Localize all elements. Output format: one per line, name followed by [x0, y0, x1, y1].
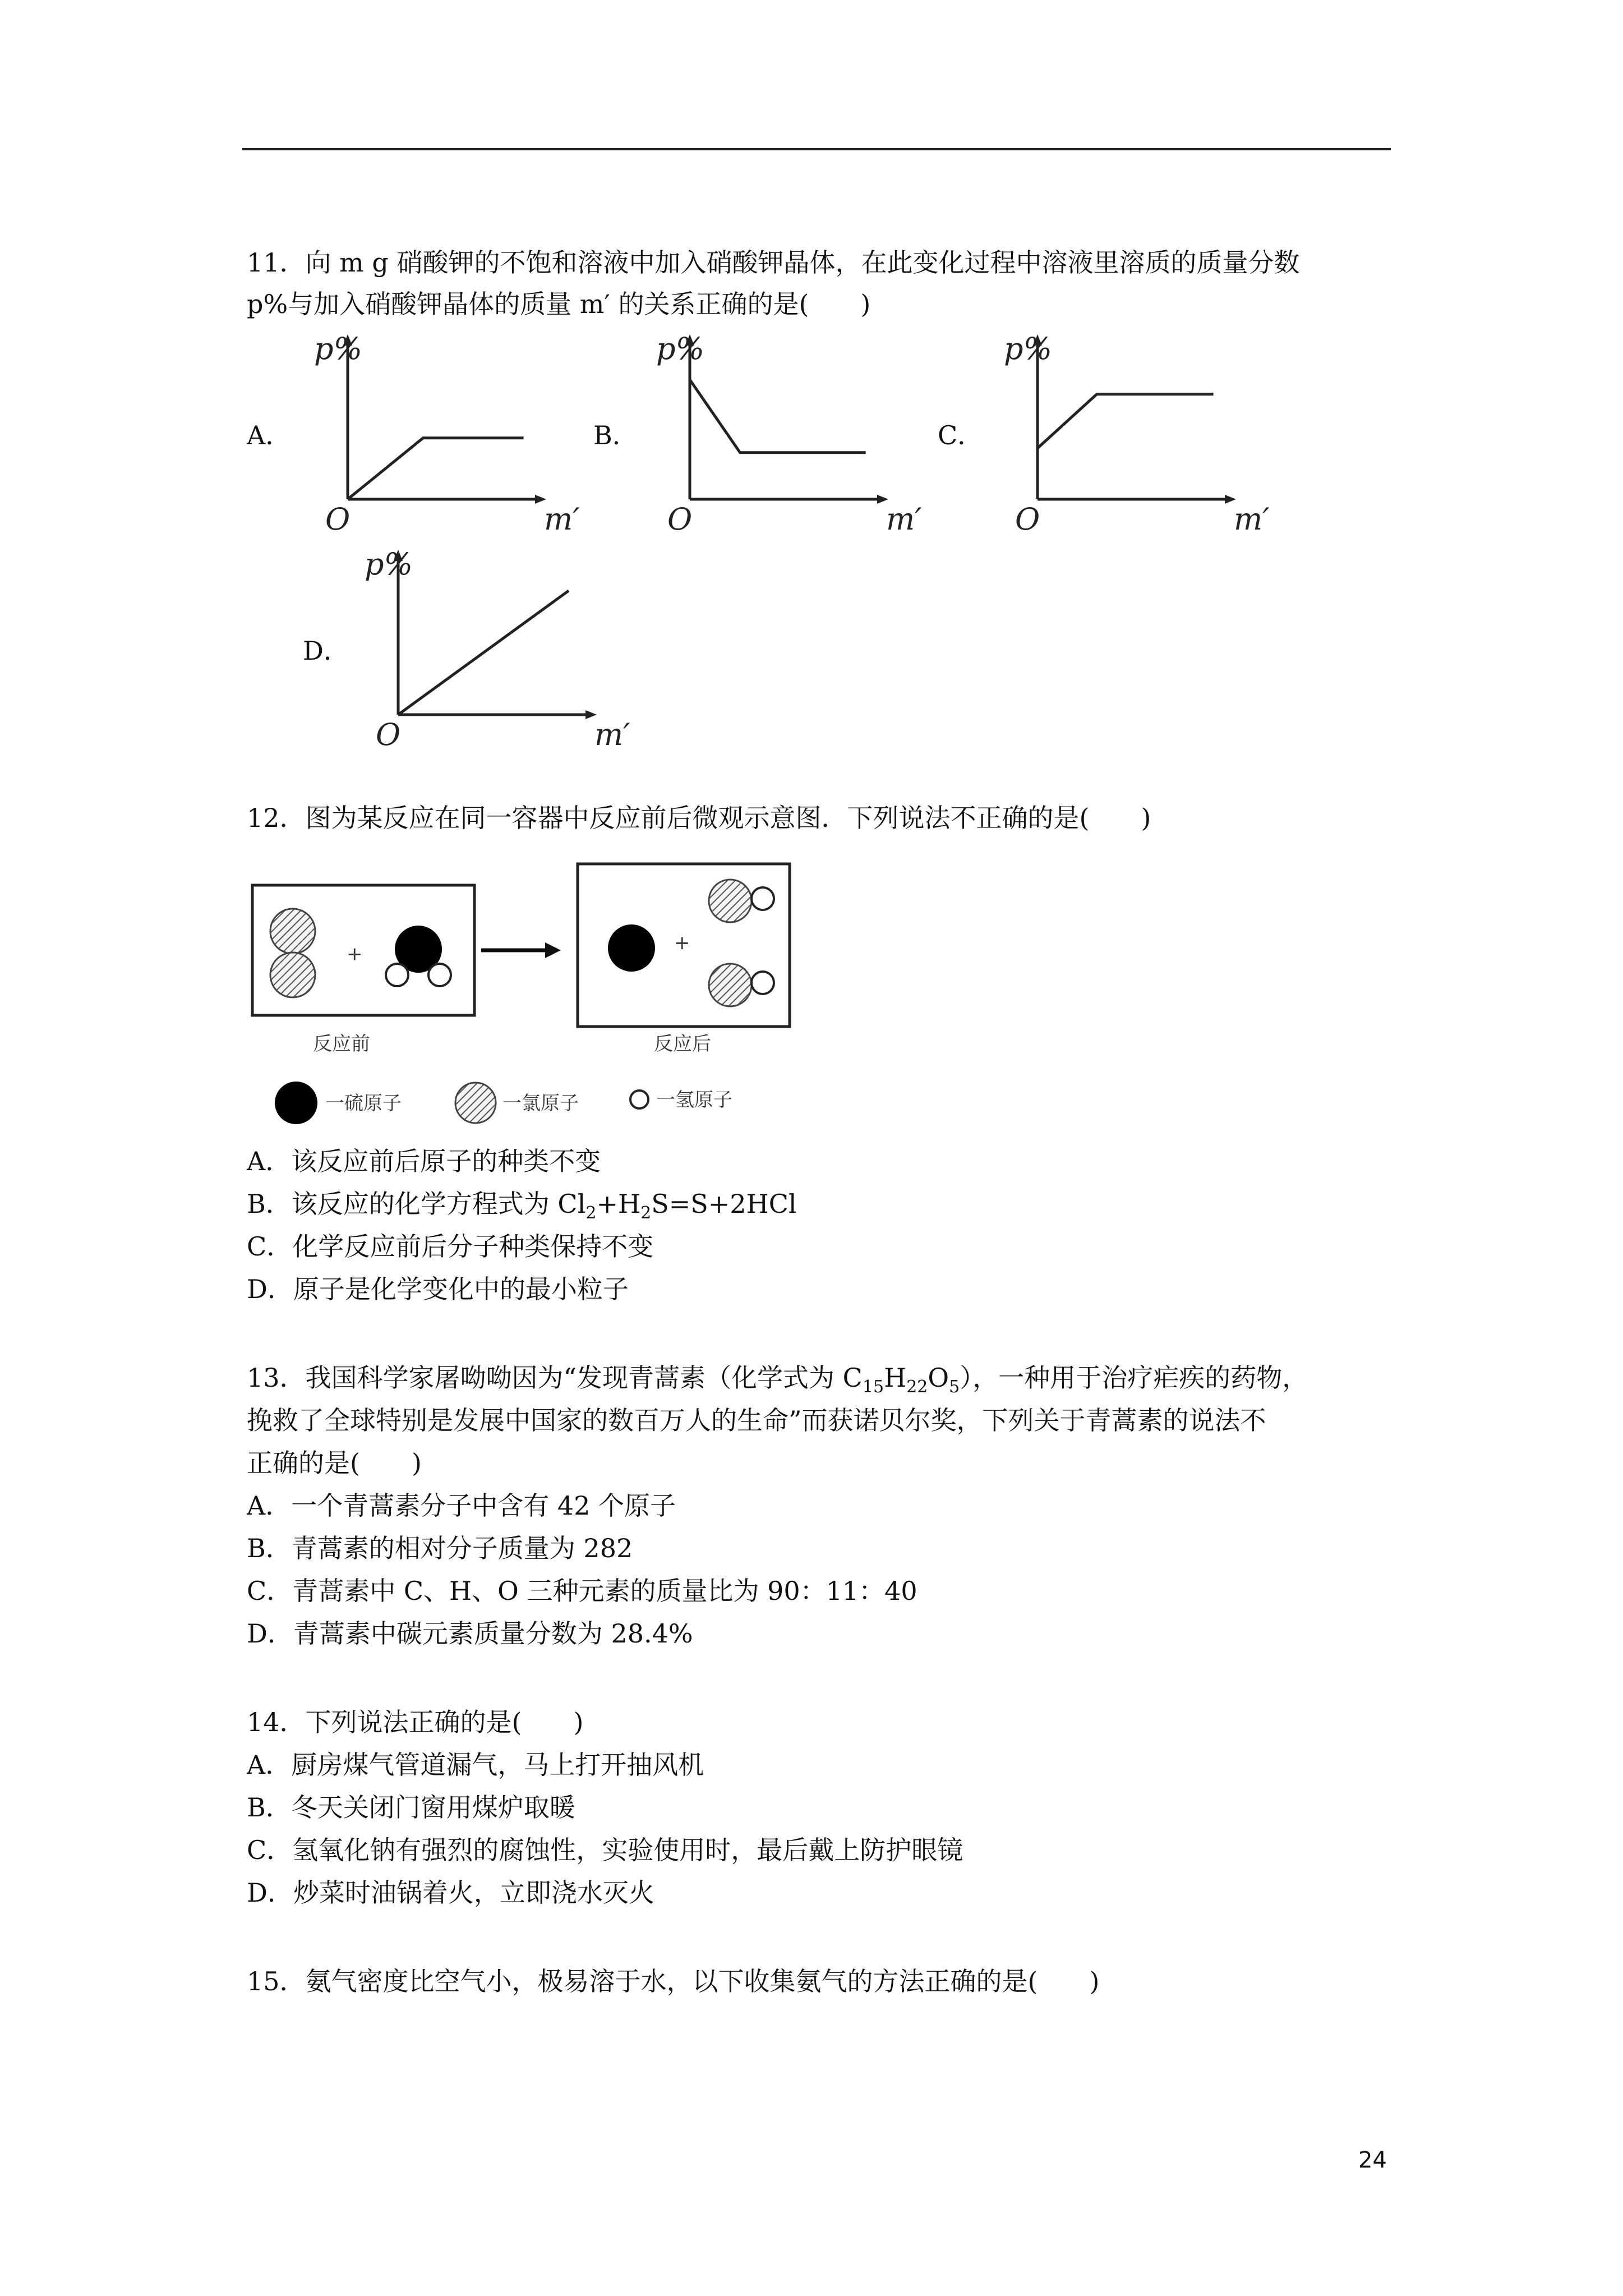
legend-sulfur: 一硫原子: [325, 1092, 402, 1115]
q12-option-a: A．该反应前后原子的种类不变: [247, 1146, 601, 1176]
q11-option-d-label: D．: [303, 636, 349, 666]
arrow-head: [545, 942, 561, 958]
legend-hydrogen: 一氢原子: [656, 1089, 732, 1111]
reaction-diagram: [247, 853, 808, 1144]
header-rule: [242, 148, 1391, 150]
legend-chlorine: 一氯原子: [502, 1092, 579, 1115]
q13-option-a: A．一个青蒿素分子中含有 42 个原子: [247, 1490, 676, 1521]
origin-label: O: [1015, 501, 1040, 537]
q11-stem-line2: p%与加入硝酸钾晶体的质量 m′ 的关系正确的是( ): [247, 289, 871, 319]
hydrogen-atom: [751, 972, 774, 994]
q11-stem-line1: 11．向 m g 硝酸钾的不饱和溶液中加入硝酸钾晶体，在此变化过程中溶液里溶质的质量分数: [247, 247, 1300, 278]
q11-graph-b: [656, 325, 922, 546]
page-number: 24: [1358, 2147, 1387, 2173]
q12-option-b: B．该反应的化学方程式为 $Cl_2+H_2S=S+2HCl$: [247, 1189, 797, 1223]
q11-graph-c: [1004, 325, 1270, 546]
q13-stem-line3: 正确的是( ): [247, 1448, 422, 1478]
x-axis-label: m′: [886, 501, 922, 537]
q13-option-b: B．青蒿素的相对分子质量为 282: [247, 1533, 633, 1563]
q14-option-b: B．冬天关闭门窗用煤炉取暖: [247, 1792, 575, 1823]
q13-stem-line2: 挽救了全球特别是发展中国家的数百万人的生命”而获诺贝尔奖，下列关于青蒿素的说法不: [247, 1405, 1266, 1435]
x-axis-label: m′: [594, 717, 630, 752]
hydrogen-atom: [428, 964, 451, 986]
q14-option-a: A．厨房煤气管道漏气，马上打开抽风机: [247, 1750, 704, 1780]
plus-sign: +: [347, 943, 363, 965]
curve-line: [1038, 394, 1214, 448]
legend-hydrogen-icon: [630, 1091, 648, 1108]
q13-stem-line1: 13．我国科学家屠呦呦因为“发现青蒿素（化学式为 $C_{15}H_{22}O_5$），一种用于治疗疟疾的药物，: [247, 1363, 1308, 1397]
q11-graph-a: [314, 325, 580, 546]
origin-label: O: [667, 501, 693, 537]
before-caption: 反应前: [313, 1033, 370, 1055]
q14-option-d: D．炒菜时油锅着火，立即浇水灭火: [247, 1878, 654, 1908]
y-axis-label: p%: [314, 331, 362, 366]
y-axis-label: p%: [365, 546, 413, 582]
curve-line: [348, 438, 524, 499]
origin-label: O: [376, 717, 401, 752]
q14-option-c: C．氢氧化钠有强烈的腐蚀性，实验使用时，最后戴上防护眼镜: [247, 1835, 963, 1865]
legend-chlorine-icon: [455, 1083, 496, 1123]
q15-stem: 15．氨气密度比空气小，极易溶于水，以下收集氨气的方法正确的是( ): [247, 1966, 1100, 1996]
plus-sign: +: [674, 932, 690, 954]
after-caption: 反应后: [654, 1033, 711, 1055]
x-axis-label: m′: [1234, 501, 1270, 537]
q11-graph-d: [365, 541, 630, 762]
q11-option-a-label: A．: [247, 420, 292, 450]
y-axis-label: p%: [1004, 331, 1052, 366]
curve-line: [398, 591, 569, 715]
curve-line: [690, 380, 866, 453]
q14-stem: 14．下列说法正确的是( ): [247, 1707, 584, 1737]
q12-option-d: D．原子是化学变化中的最小粒子: [247, 1274, 629, 1304]
sulfur-atom: [608, 924, 655, 972]
q13-option-c: C．青蒿素中 C、H、O 三种元素的质量比为 90：11：40: [247, 1576, 917, 1606]
x-axis-label: m′: [544, 501, 580, 537]
hydrogen-atom: [386, 964, 408, 986]
origin-label: O: [325, 501, 351, 537]
q13-option-d: D．青蒿素中碳元素质量分数为 28.4%: [247, 1618, 693, 1649]
q12-stem: 12．图为某反应在同一容器中反应前后微观示意图．下列说法不正确的是( ): [247, 803, 1151, 833]
legend-sulfur-icon: [275, 1082, 317, 1124]
hydrogen-atom: [751, 887, 774, 910]
chlorine-atom: [709, 964, 751, 1006]
y-axis-label: p%: [656, 331, 704, 366]
q11-option-c-label: C．: [938, 420, 984, 450]
q11-option-b-label: B．: [593, 420, 638, 450]
q12-option-c: C．化学反应前后分子种类保持不变: [247, 1231, 654, 1262]
chlorine-atom: [709, 880, 751, 922]
chlorine-atom: [270, 953, 315, 997]
chlorine-atom: [270, 909, 315, 954]
